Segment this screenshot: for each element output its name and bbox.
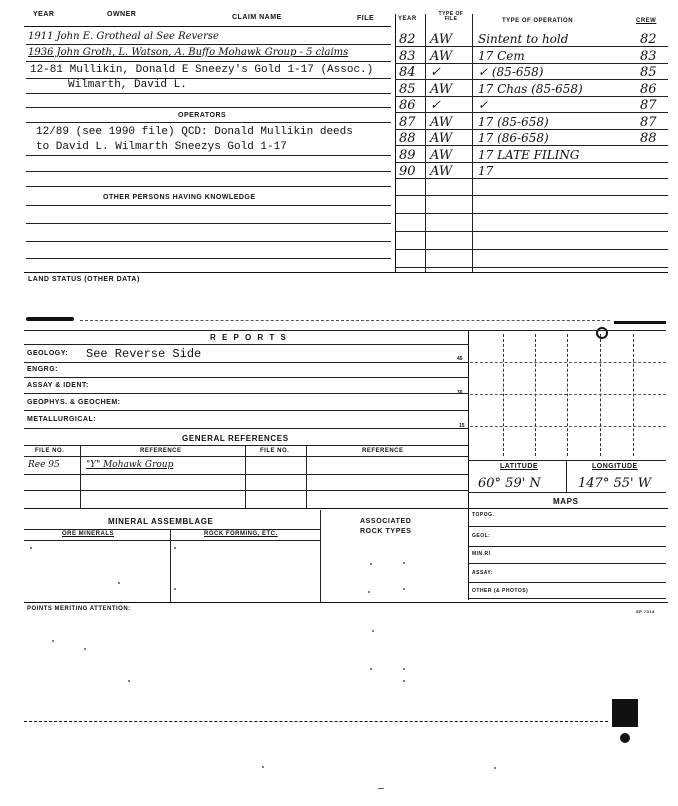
other-persons-rule-3 <box>26 241 391 242</box>
header-type-of-file: TYPE OF FILE <box>438 11 464 22</box>
left-panel-divider <box>395 14 396 272</box>
ref-divider-2 <box>245 446 246 508</box>
scan-dot <box>52 640 54 642</box>
maps-rule-3 <box>468 563 666 564</box>
geology-rule <box>24 362 468 363</box>
log-type: AW <box>430 147 453 163</box>
maps-rule-4 <box>468 582 666 583</box>
maps-other: OTHER (& PHOTOS) <box>472 588 529 594</box>
mineral-header-rule <box>24 540 320 541</box>
scan-dot <box>403 668 405 670</box>
scan-dot <box>368 591 370 593</box>
plat-top-rule <box>468 330 666 331</box>
bottom-dashed-rule <box>24 721 608 722</box>
maps-rule-2 <box>468 546 666 547</box>
operator-line-1: 12/89 (see 1990 file) QCD: Donald Mullikin deeds <box>36 126 353 138</box>
log-crew: 87 <box>640 98 657 113</box>
operators-rule-2 <box>26 155 391 156</box>
log-year: 82 <box>399 32 416 47</box>
registration-dot <box>620 733 630 743</box>
scan-dot <box>378 788 384 789</box>
mineral-assemblage-title: MINERAL ASSEMBLAGE <box>108 517 214 526</box>
scan-dot <box>403 562 405 564</box>
header-year: YEAR <box>33 11 55 18</box>
plat-grid-line <box>600 334 601 456</box>
plat-grid-line <box>470 394 666 395</box>
latlon-bottom-rule <box>468 492 666 493</box>
ref-file-no-value: Ree 95 <box>28 460 60 470</box>
land-status-label: LAND STATUS (OTHER DATA) <box>28 276 140 283</box>
log-operation: 17 (85-658) <box>478 114 549 129</box>
plat-grid-line <box>470 362 666 363</box>
log-operation: 17 (86-658) <box>478 131 549 145</box>
mineral-bottom-rule <box>24 602 668 603</box>
log-rule <box>395 46 668 47</box>
plat-grid-line <box>535 334 536 456</box>
assay-rule <box>24 393 468 394</box>
log-rule <box>395 79 668 80</box>
log-operation: ✓ <box>478 98 489 112</box>
reports-top-rule <box>24 330 468 331</box>
latlon-top-rule <box>468 460 666 461</box>
log-operation: 17 Chas (85-658) <box>478 81 583 96</box>
header-type-of-operation: TYPE OF OPERATION <box>502 18 574 24</box>
scan-dot <box>370 563 372 565</box>
header-owner: OWNER <box>107 11 137 18</box>
mineral-divider <box>170 529 171 602</box>
scan-dot <box>403 588 405 590</box>
general-references-rule <box>24 445 468 446</box>
form-code: SP 7313 <box>636 609 655 614</box>
log-rule <box>395 96 668 97</box>
log-operation: Sintent to hold <box>478 32 569 46</box>
ref-col-file-no-2: FILE NO. <box>260 448 290 454</box>
owner-rule-2 <box>26 61 391 62</box>
log-rule <box>395 231 668 232</box>
geophys-label: GEOPHYS. & GEOCHEM: <box>27 399 121 406</box>
log-rule <box>395 213 668 214</box>
operator-line-2: to David L. Wilmarth Sneezys Gold 1-17 <box>36 141 287 153</box>
margin-num-15: 15 <box>459 423 465 429</box>
log-year: 84 <box>399 65 416 80</box>
log-year: 87 <box>399 114 416 130</box>
log-crew: 85 <box>640 65 657 80</box>
log-type: ✓ <box>430 98 441 113</box>
ref-rule-1 <box>24 474 468 475</box>
other-persons-rule-4 <box>26 258 391 259</box>
rock-types-label: ROCK TYPES <box>360 528 412 535</box>
header-rule <box>24 26 391 27</box>
log-year: 86 <box>399 98 416 113</box>
engrg-label: ENGRG: <box>27 366 58 373</box>
plat-grid-line <box>567 334 568 456</box>
ref-col-reference-2: REFERENCE <box>362 448 404 454</box>
log-type: AW <box>430 81 453 97</box>
ref-rule-2 <box>24 490 468 491</box>
log-operation: 17 <box>478 164 494 178</box>
log-year: 85 <box>399 81 416 97</box>
metallurgical-label: METALLURGICAL: <box>27 416 97 423</box>
log-crew: 82 <box>640 32 657 47</box>
log-type: AW <box>430 32 453 47</box>
maps-geol: GEOL: <box>472 533 491 539</box>
plat-grid-line <box>470 426 666 427</box>
maps-topog: TOPOG. <box>472 512 495 518</box>
header-file: FILE <box>357 15 375 22</box>
scan-dot <box>494 767 496 769</box>
other-persons-rule <box>26 205 391 206</box>
other-persons-rule-2 <box>26 223 391 224</box>
log-year: 83 <box>399 48 416 64</box>
log-rule <box>395 249 668 250</box>
section-dashed-rule <box>80 320 610 321</box>
header-crew: CREW <box>636 18 657 24</box>
operators-label: OPERATORS <box>178 112 227 119</box>
latlon-divider <box>566 460 567 492</box>
log-operation: 17 LATE FILING <box>478 147 580 162</box>
plat-grid-line <box>503 334 504 456</box>
owner-rule-5 <box>26 107 391 108</box>
geology-value: See Reverse Side <box>86 347 202 361</box>
scan-dot <box>370 668 372 670</box>
log-rule <box>395 195 668 196</box>
ore-minerals-label: ORE MINERALS <box>62 531 115 537</box>
log-rule <box>395 145 668 146</box>
section-bar-right <box>614 321 666 324</box>
metallurgical-rule <box>24 428 468 429</box>
ref-header-rule <box>24 456 468 457</box>
longitude-value: 147° 55' W <box>578 476 652 491</box>
other-persons-label: OTHER PERSONS HAVING KNOWLEDGE <box>103 194 256 201</box>
associated-label: ASSOCIATED <box>360 518 412 525</box>
owner-line-3: 12-81 Mullikin, Donald E Sneezy's Gold 1-17 (Assoc.) <box>30 64 374 76</box>
log-crew: 86 <box>640 81 657 97</box>
points-meriting-label: POINTS MERITING ATTENTION: <box>27 606 131 612</box>
owner-line-1: 1911 John E. Grotheal al See Reverse <box>28 31 219 42</box>
plat-grid-line <box>633 334 634 456</box>
margin-num-45: 45 <box>457 356 463 362</box>
header-year-2: YEAR <box>398 16 417 22</box>
owner-line-2: 1936 John Groth, L. Watson, A. Buffo Mohawk Group - 5 claims <box>28 47 349 58</box>
type-column-divider <box>425 14 426 272</box>
scan-dot <box>372 630 374 632</box>
scan-dot <box>403 680 405 682</box>
section-bar-left <box>26 317 74 321</box>
ref-col-reference-1: REFERENCE <box>140 448 182 454</box>
land-status-rule <box>24 272 668 273</box>
ref-col-file-no-1: FILE NO. <box>35 448 65 454</box>
maps-title: MAPS <box>553 497 579 506</box>
operation-column-divider <box>472 14 473 272</box>
geophys-rule <box>24 410 468 411</box>
log-rule <box>395 63 668 64</box>
owner-rule-4 <box>26 93 391 94</box>
owner-line-4: Wilmarth, David L. <box>68 79 187 91</box>
maps-min: MIN.RI <box>472 551 491 557</box>
mineral-rule <box>24 529 320 530</box>
maps-assay: ASSAY: <box>472 570 494 576</box>
operators-rule <box>26 122 391 123</box>
latitude-label: LATITUDE <box>500 463 539 470</box>
ref-bottom-rule <box>24 508 668 509</box>
log-rule <box>395 267 668 268</box>
right-block-divider <box>468 330 469 600</box>
geology-label: GEOLOGY: <box>27 350 69 357</box>
log-year: 88 <box>399 131 416 146</box>
log-rule <box>395 129 668 130</box>
log-rule <box>395 178 668 179</box>
reports-title: R E P O R T S <box>210 333 288 342</box>
scan-dot <box>262 766 264 768</box>
log-type: ✓ <box>430 65 441 80</box>
operators-rule-4 <box>26 186 391 187</box>
maps-rule-5 <box>468 598 666 599</box>
log-rule <box>395 112 668 113</box>
log-crew: 87 <box>640 114 657 130</box>
log-type: AW <box>430 131 453 146</box>
margin-num-30: 30 <box>457 390 463 396</box>
operators-rule-3 <box>26 171 391 172</box>
scan-dot <box>174 547 176 549</box>
scan-dot <box>118 582 120 584</box>
rock-forming-label: ROCK FORMING, ETC. <box>204 531 278 537</box>
scan-dot <box>84 648 86 650</box>
log-year: 90 <box>399 164 416 179</box>
maps-rule-1 <box>468 526 666 527</box>
longitude-label: LONGITUDE <box>592 463 638 470</box>
owner-rule-1 <box>26 44 391 45</box>
latitude-value: 60° 59' N <box>478 476 541 491</box>
log-type: AW <box>430 48 453 64</box>
header-claim-name: CLAIM NAME <box>232 14 282 21</box>
log-operation: ✓ (85-658) <box>478 65 544 79</box>
log-year: 89 <box>399 147 416 163</box>
scan-dot <box>174 588 176 590</box>
registration-circle-icon <box>596 327 608 339</box>
scan-dot <box>128 680 130 682</box>
assay-label: ASSAY & IDENT: <box>27 382 89 389</box>
log-crew: 83 <box>640 48 657 64</box>
engrg-rule <box>24 377 468 378</box>
log-type: AW <box>430 114 453 130</box>
log-rule <box>395 162 668 163</box>
ref-reference-value: "Y" Mohawk Group <box>86 460 174 470</box>
reports-title-rule <box>24 344 468 345</box>
ref-divider-3 <box>306 446 307 508</box>
associated-divider <box>320 510 321 602</box>
ref-divider-1 <box>80 446 81 508</box>
log-crew: 88 <box>640 131 657 146</box>
general-references-title: GENERAL REFERENCES <box>182 434 289 443</box>
log-type: AW <box>430 164 453 179</box>
log-operation: 17 Cem <box>478 48 525 63</box>
registration-block <box>612 699 638 727</box>
scan-dot <box>30 547 32 549</box>
